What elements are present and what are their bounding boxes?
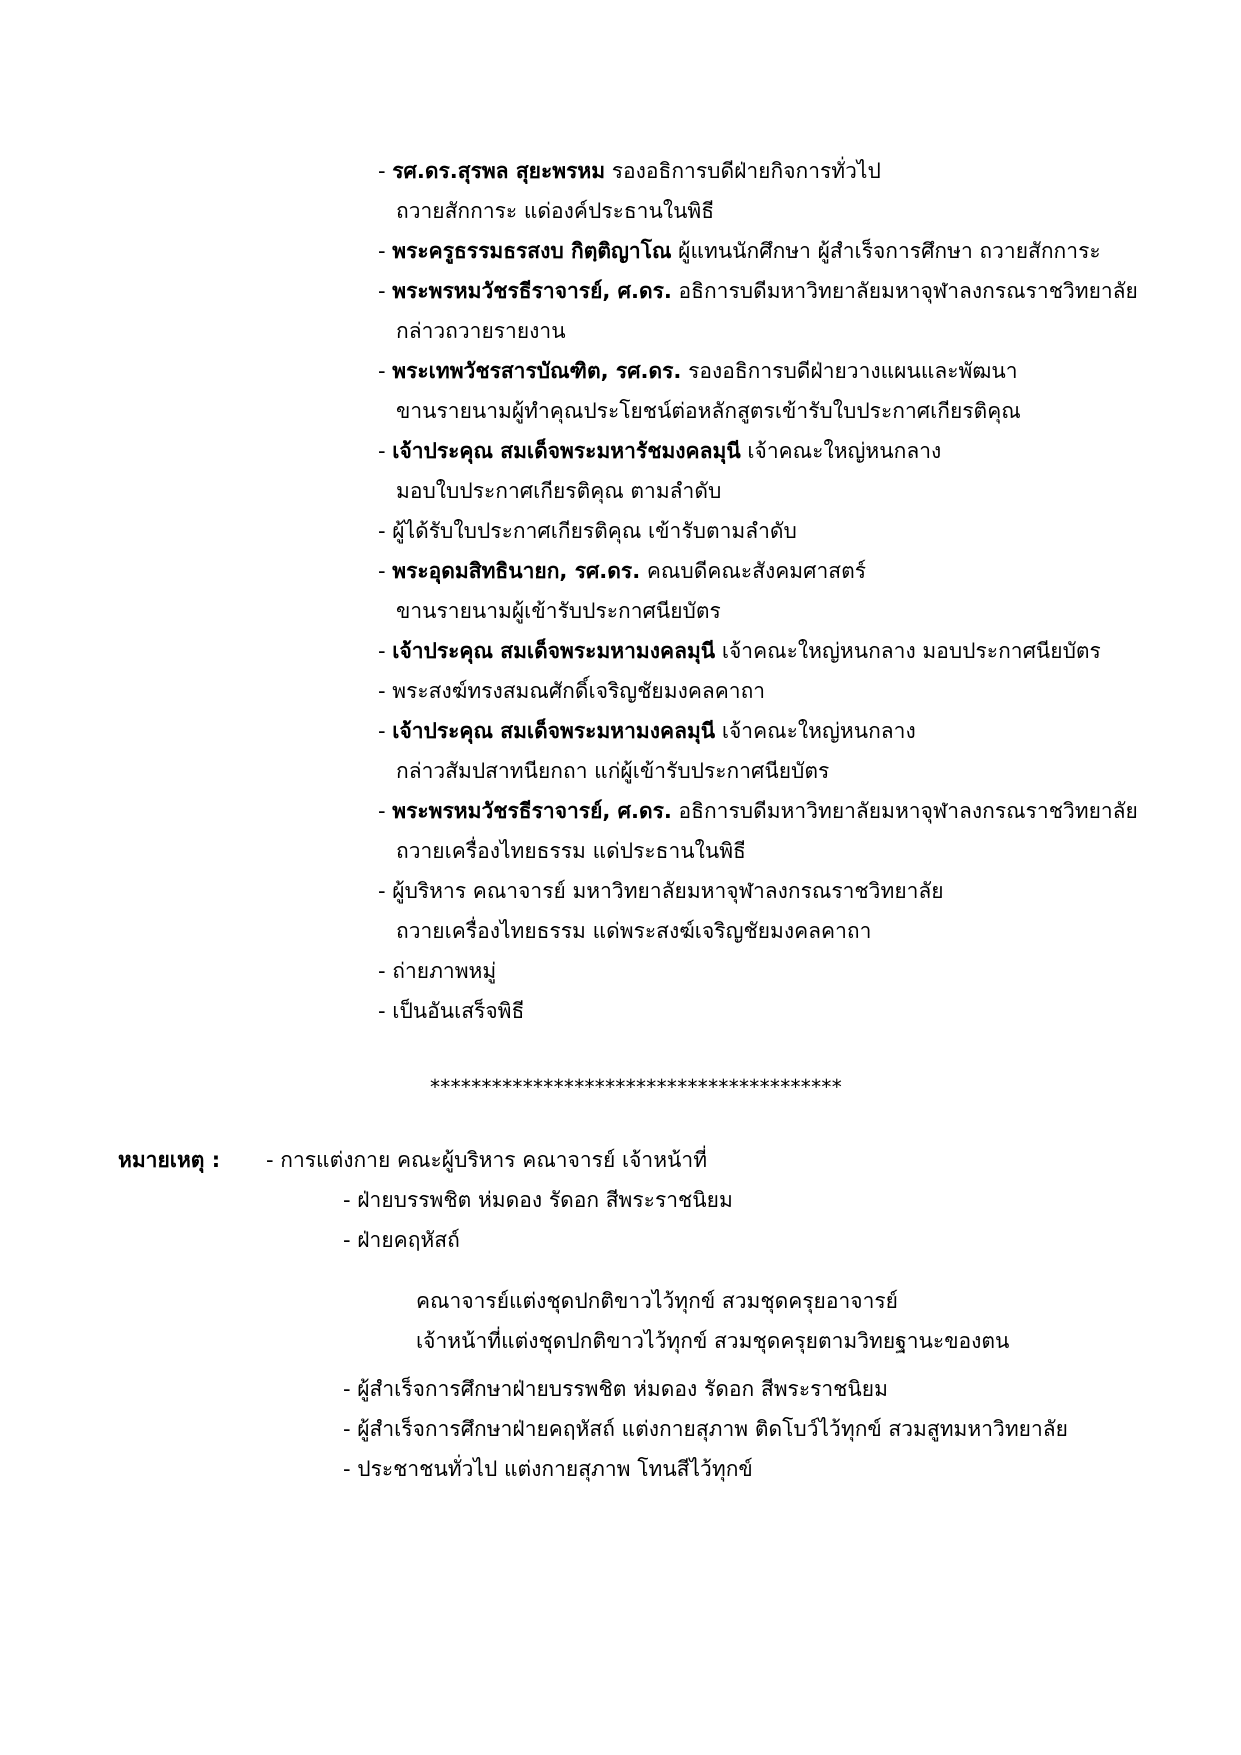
line-prefix: - <box>378 439 393 463</box>
agenda-line <box>396 837 746 865</box>
line-text: ถวายเครื่องไทยธรรม แด่พระสงฆ์เจริญชัยมงคลคาถา <box>396 919 872 943</box>
line-bold-name: เจ้าประคุณ สมเด็จพระมหามงคลมุนี <box>392 639 716 663</box>
line-bold-name: พระครูธรรมธรสงบ กิตฺติญาโณ <box>392 239 672 263</box>
line-prefix: - <box>378 519 393 543</box>
agenda-line <box>378 357 1018 385</box>
note-line: เจ้าหน้าที่แต่งชุดปกติขาวไว้ทุกข์ สวมชุดครุยตามวิทยฐานะของตน <box>416 1329 1010 1353</box>
line-bold-name: เจ้าประคุณ สมเด็จพระมหารัชมงคลมุนี <box>392 439 741 463</box>
line-text: เจ้าคณะใหญ่หนกลาง <box>740 439 942 463</box>
line-text: กล่าวถวายรายงาน <box>396 319 566 343</box>
agenda-line <box>378 277 1138 305</box>
line-prefix: - <box>378 879 393 903</box>
agenda-line <box>396 597 721 625</box>
line-text: กล่าวสัมปสาทนียกถา แก่ผู้เข้ารับประกาศนียบัตร <box>396 759 830 783</box>
line-text: ขานรายนามผู้ทำคุณประโยชน์ต่อหลักสูตรเข้ารับใบประกาศเกียรติคุณ <box>396 399 1021 423</box>
line-text: ผู้บริหาร คณาจารย์ มหาวิทยาลัยมหาจุฬาลงกรณราชวิทยาลัย <box>392 879 944 903</box>
line-text: เจ้าคณะใหญ่หนกลาง มอบประกาศนียบัตร <box>715 639 1101 663</box>
line-prefix: - <box>378 799 393 823</box>
line-prefix: - <box>378 959 393 983</box>
line-prefix: - <box>378 679 393 703</box>
line-text: ขานรายนามผู้เข้ารับประกาศนียบัตร <box>396 599 721 623</box>
line-text: เจ้าคณะใหญ่หนกลาง <box>715 719 916 743</box>
note-line: - ผู้สำเร็จการศึกษาฝ่ายบรรพชิต ห่มดอง รัดอก สีพระราชนิยม <box>343 1377 888 1401</box>
line-text: ถวายเครื่องไทยธรรม แด่ประธานในพิธี <box>396 839 746 863</box>
line-text: ถวายสักการะ แด่องค์ประธานในพิธี <box>396 199 715 223</box>
line-text: ผู้ได้รับใบประกาศเกียรติคุณ เข้ารับตามลำดับ <box>392 519 797 543</box>
line-bold-name: เจ้าประคุณ สมเด็จพระมหามงคลมุนี <box>392 719 716 743</box>
agenda-line <box>378 957 496 985</box>
line-text: เป็นอันเสร็จพิธี <box>392 999 525 1023</box>
agenda-line <box>396 197 714 225</box>
note-line: - ฝ่ายบรรพชิต ห่มดอง รัดอก สีพระราชนิยม <box>343 1188 733 1212</box>
agenda-line <box>396 757 829 785</box>
line-text: อธิการบดีมหาวิทยาลัยมหาจุฬาลงกรณราชวิทยาลัย <box>671 279 1138 303</box>
line-prefix: - <box>378 719 393 743</box>
line-text: อธิการบดีมหาวิทยาลัยมหาจุฬาลงกรณราชวิทยาลัย <box>671 799 1138 823</box>
agenda-line <box>378 997 524 1025</box>
line-prefix: - <box>378 239 393 263</box>
line-prefix: - <box>378 639 393 663</box>
line-text: ผู้แทนนักศึกษา ผู้สำเร็จการศึกษา ถวายสักการะ <box>671 239 1101 263</box>
agenda-line <box>396 917 871 945</box>
line-text: รองอธิการบดีฝ่ายวางแผนและพัฒนา <box>681 359 1018 383</box>
agenda-line <box>378 877 944 905</box>
note-line: - ผู้สำเร็จการศึกษาฝ่ายคฤหัสถ์ แต่งกายสุภาพ ติดโบว์ไว้ทุกข์ สวมสูทมหาวิทยาลัย <box>343 1417 1068 1441</box>
agenda-line <box>378 437 941 465</box>
agenda-line <box>378 237 1101 265</box>
agenda-line <box>378 157 881 185</box>
agenda-line <box>378 557 866 585</box>
line-prefix: - <box>378 999 393 1023</box>
line-text: มอบใบประกาศเกียรติคุณ ตามลำดับ <box>396 479 722 503</box>
separator-stars: **************************************** <box>430 1075 842 1099</box>
line-bold-name: พระพรหมวัชรธีราจารย์, ศ.ดร. <box>392 279 672 303</box>
line-bold-name: พระพรหมวัชรธีราจารย์, ศ.ดร. <box>392 799 672 823</box>
line-text: คณบดีคณะสังคมศาสตร์ <box>640 559 866 583</box>
line-text: ถ่ายภาพหมู่ <box>392 959 497 983</box>
line-prefix: - <box>378 559 393 583</box>
line-text: พระสงฆ์ทรงสมณศักดิ์เจริญชัยมงคลคาถา <box>392 679 766 703</box>
agenda-line <box>378 637 1101 665</box>
line-text: รองอธิการบดีฝ่ายกิจการทั่วไป <box>605 159 881 183</box>
line-bold-name: รศ.ดร.สุรพล สุยะพรหม <box>392 159 606 183</box>
line-prefix: - <box>378 359 393 383</box>
agenda-line <box>396 397 1021 425</box>
agenda-line <box>396 477 721 505</box>
agenda-line <box>378 677 765 705</box>
agenda-line <box>378 517 797 545</box>
note-line: คณาจารย์แต่งชุดปกติขาวไว้ทุกข์ สวมชุดครุยอาจารย์ <box>416 1289 898 1313</box>
line-prefix: - <box>378 159 393 183</box>
note-label: หมายเหตุ : <box>118 1148 221 1172</box>
line-bold-name: พระอุดมสิทธินายก, รศ.ดร. <box>392 559 641 583</box>
note-line: - ฝ่ายคฤหัสถ์ <box>343 1228 460 1252</box>
agenda-line <box>396 317 566 345</box>
agenda-line <box>378 797 1138 825</box>
note-line: - การแต่งกาย คณะผู้บริหาร คณาจารย์ เจ้าหน้าที่ <box>266 1148 708 1172</box>
line-bold-name: พระเทพวัชรสารบัณฑิต, รศ.ดร. <box>392 359 682 383</box>
note-line: - ประชาชนทั่วไป แต่งกายสุภาพ โทนสีไว้ทุกข์ <box>343 1457 753 1481</box>
line-prefix: - <box>378 279 393 303</box>
agenda-line <box>378 717 916 745</box>
